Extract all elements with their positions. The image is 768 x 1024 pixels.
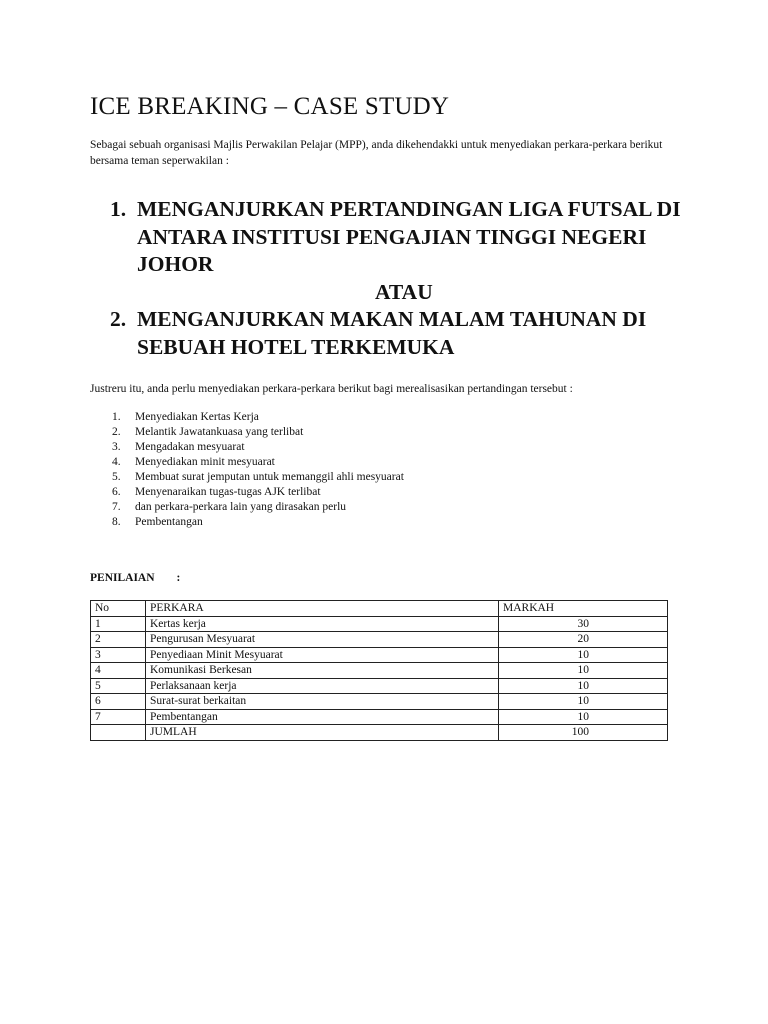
step-text: Mengadakan mesyuarat	[135, 441, 245, 453]
cell-markah: 30	[499, 616, 668, 632]
cell-perkara: Komunikasi Berkesan	[146, 663, 499, 679]
steps-list	[112, 410, 404, 530]
list-item	[112, 515, 404, 530]
step-text: Membuat surat jemputan untuk memanggil ahli mesyuarat	[135, 471, 404, 483]
step-number: 1.	[112, 411, 121, 423]
section-heading-penilaian	[90, 572, 180, 584]
table-row	[91, 632, 668, 648]
options-list	[110, 196, 710, 361]
cell-markah: 10	[499, 678, 668, 694]
cell-perkara: Pembentangan	[146, 709, 499, 725]
cell-markah: 10	[499, 647, 668, 663]
cell-perkara: Kertas kerja	[146, 616, 499, 632]
step-number: 4.	[112, 456, 121, 468]
section-heading-colon: :	[176, 572, 181, 584]
option-number: 2.	[110, 307, 127, 331]
cell-perkara: Penyediaan Minit Mesyuarat	[146, 647, 499, 663]
list-item	[112, 410, 404, 425]
cell-perkara: Perlaksanaan kerja	[146, 678, 499, 694]
option-item	[110, 306, 710, 361]
step-text: Menyediakan minit mesyuarat	[135, 456, 275, 468]
option-text: MENGANJURKAN PERTANDINGAN LIGA FUTSAL DI ANTARA INSTITUSI PENGAJIAN TINGGI NEGERI JOHOR	[137, 197, 681, 276]
list-item	[112, 425, 404, 440]
step-text: Pembentangan	[135, 516, 203, 528]
cell-total-label: JUMLAH	[146, 725, 499, 741]
marks-table	[90, 600, 668, 741]
table-total-row	[91, 725, 668, 741]
header-markah: MARKAH	[499, 601, 668, 617]
option-item	[110, 196, 710, 279]
list-item	[112, 485, 404, 500]
step-number: 2.	[112, 426, 121, 438]
cell-no: 5	[91, 678, 146, 694]
cell-no: 4	[91, 663, 146, 679]
option-text: MENGANJURKAN MAKAN MALAM TAHUNAN DI SEBUAH HOTEL TERKEMUKA	[137, 307, 647, 359]
step-text: Menyenaraikan tugas-tugas AJK terlibat	[135, 486, 321, 498]
requirements-paragraph: Justreru itu, anda perlu menyediakan perkara-perkara berikut bagi merealisasikan pertandingan tersebut :	[90, 383, 573, 395]
table-row	[91, 647, 668, 663]
list-item	[112, 440, 404, 455]
step-text: Melantik Jawatankuasa yang terlibat	[135, 426, 304, 438]
table-header-row	[91, 601, 668, 617]
cell-no: 6	[91, 694, 146, 710]
table-row	[91, 663, 668, 679]
cell-no	[91, 725, 146, 741]
table-row	[91, 616, 668, 632]
cell-no: 2	[91, 632, 146, 648]
cell-total-markah: 100	[499, 725, 668, 741]
option-number: 1.	[110, 197, 127, 221]
list-item	[112, 470, 404, 485]
page-title: ICE BREAKING – CASE STUDY	[90, 93, 450, 120]
step-number: 3.	[112, 441, 121, 453]
cell-markah: 10	[499, 694, 668, 710]
cell-no: 3	[91, 647, 146, 663]
list-item	[112, 455, 404, 470]
step-text: Menyediakan Kertas Kerja	[135, 411, 259, 423]
section-heading-label: PENILAIAN	[90, 572, 155, 584]
step-number: 5.	[112, 471, 121, 483]
list-item	[112, 500, 404, 515]
cell-no: 7	[91, 709, 146, 725]
cell-markah: 10	[499, 709, 668, 725]
header-perkara: PERKARA	[146, 601, 499, 617]
cell-perkara: Surat-surat berkaitan	[146, 694, 499, 710]
intro-paragraph: Sebagai sebuah organisasi Majlis Perwakilan Pelajar (MPP), anda dikehendakki untuk menyediakan perkara-perkara berikut bersama teman seperwakilan :	[90, 139, 663, 167]
step-number: 8.	[112, 516, 121, 528]
cell-markah: 10	[499, 663, 668, 679]
cell-perkara: Pengurusan Mesyuarat	[146, 632, 499, 648]
cell-markah: 20	[499, 632, 668, 648]
step-text: dan perkara-perkara lain yang dirasakan perlu	[135, 501, 347, 513]
table-row	[91, 709, 668, 725]
cell-no: 1	[91, 616, 146, 632]
header-no: No	[91, 601, 146, 617]
step-number: 6.	[112, 486, 121, 498]
option-separator: ATAU	[375, 279, 433, 304]
table-row	[91, 678, 668, 694]
table-row	[91, 694, 668, 710]
step-number: 7.	[112, 501, 121, 513]
